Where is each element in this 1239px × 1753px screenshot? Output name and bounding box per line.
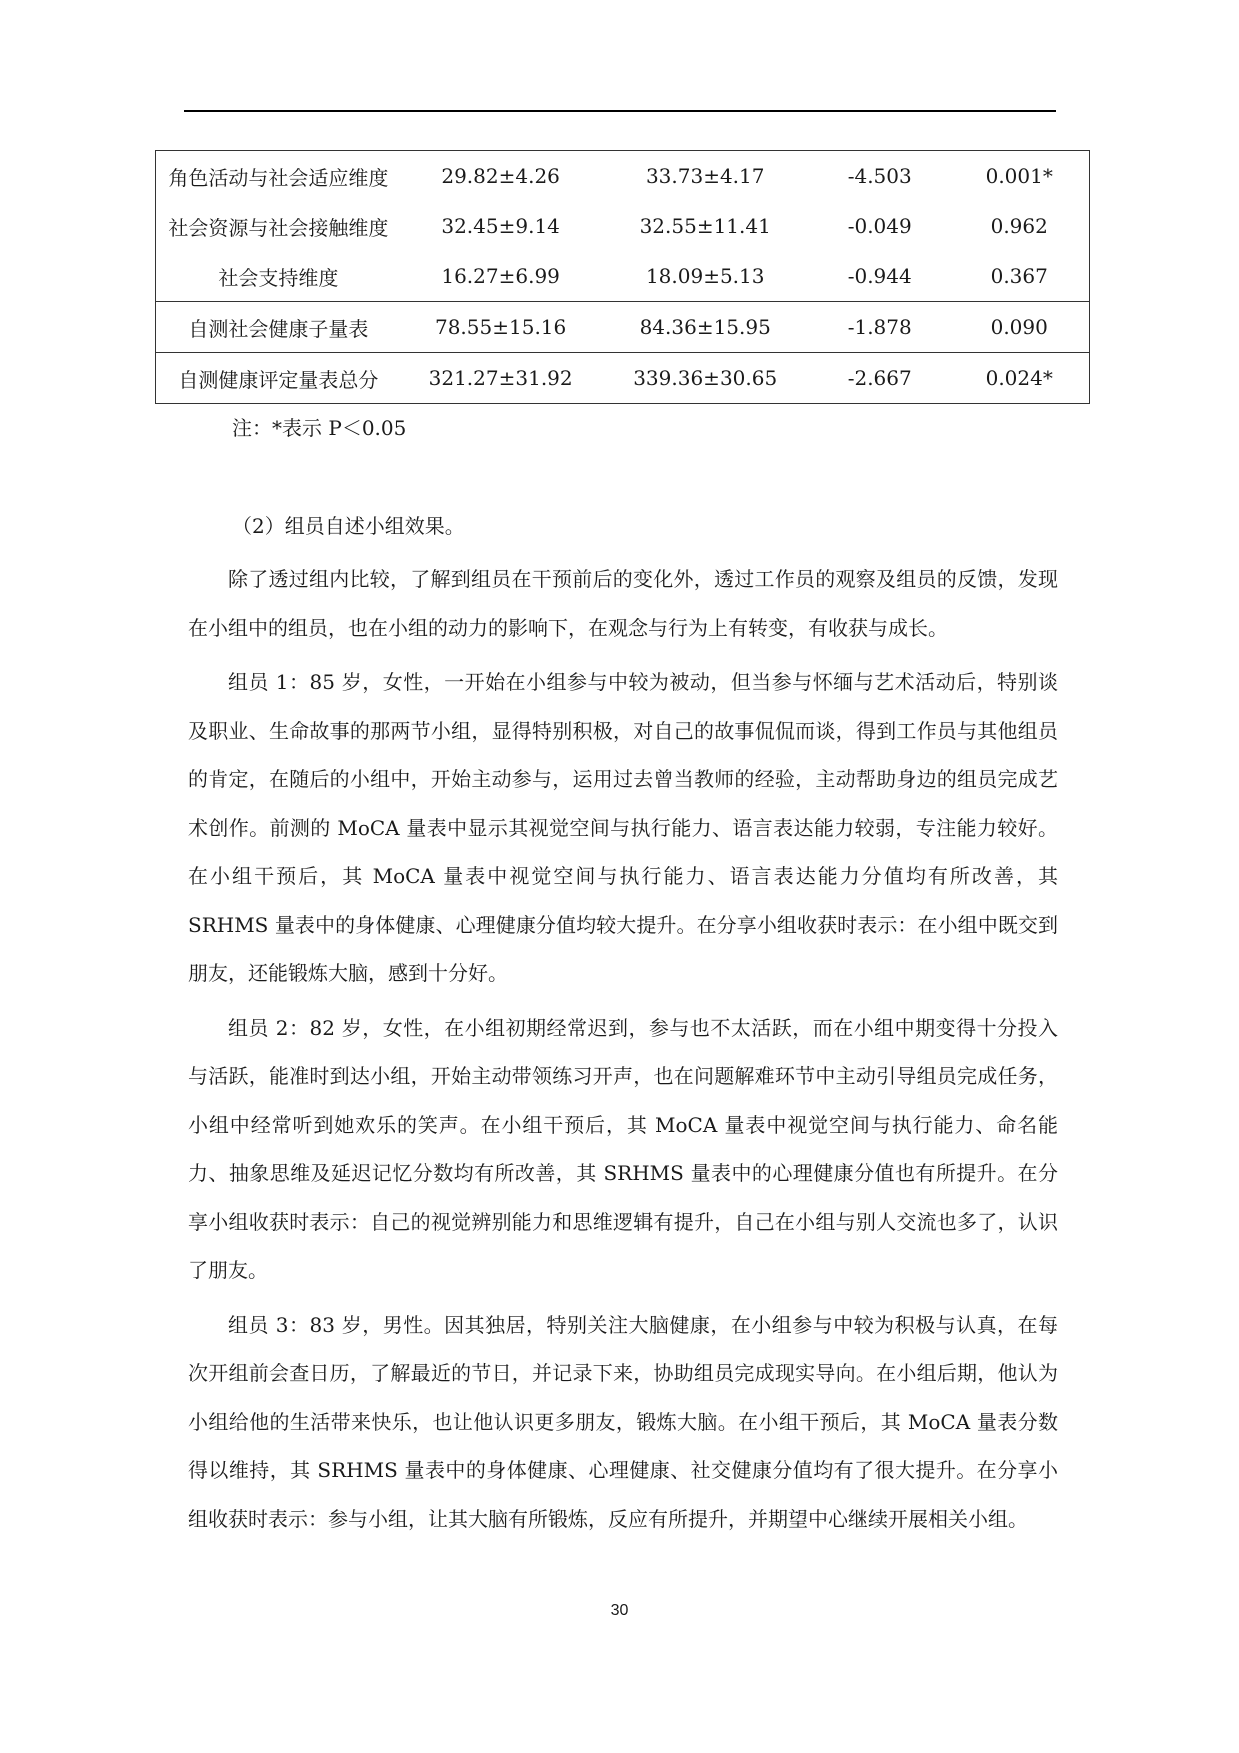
paragraph: 组员 3：83 岁，男性。因其独居，特别关注大脑健康，在小组参与中较为积极与认真，在每次开组前会查日历，了解最近的节日，并记录下来，协助组员完成现实导向。在小组后期，他认为小组给他的生活带来快乐，也让他认识更多朋友，锻炼大脑。在小组干预后，其 MoCA 量表分数得以维持，其 SRHMS 量表中的身体健康、心理健康、社交健康分值均有了很大提升。在分享小组收获时表示：参与小组，让其大脑有所锻炼，反应有所提升，并期望中心继续开展相关小组。 [188,1312,1058,1531]
posttest-value-cell: 84.36±15.95 [600,302,810,353]
paragraph: 除了透过组内比较，了解到组员在干预前后的变化外，透过工作员的观察及组员的反馈，发现在小组中的组员，也在小组的动力的影响下，在观念与行为上有转变，有收获与成长。 [188,567,1058,640]
paragraph: 组员 2：82 岁，女性，在小组初期经常迟到，参与也不太活跃，而在小组中期变得十分投入与活跃，能准时到达小组，开始主动带领练习开声，也在问题解难环节中主动引导组员完成任务，小组中经常听到她欢乐的笑声。在小组干预后，其 MoCA 量表中视觉空间与执行能力、命名能力、抽象思维及延迟记忆分数均有所改善，其 SRHMS 量表中的心理健康分值也有所提升。在分享小组收获时表示：自己的视觉辨别能力和思维逻辑有提升，自己在小组与别人交流也多了，认识了朋友。 [188,1015,1058,1282]
dimension-name-cell: 社会资源与社会接触维度 [168,215,389,240]
header-rule [184,110,1056,112]
paragraph: 组员 1：85 岁，女性，一开始在小组参与中较为被动，但当参与怀缅与艺术活动后，特别谈及职业、生命故事的那两节小组，显得特别积极，对自己的故事侃侃而谈，得到工作员与其他组员的肯定，在随后的小组中，开始主动参与，运用过去曾当教师的经验，主动帮助身边的组员完成艺术创作。前测的 MoCA 量表中显示其视觉空间与执行能力、语言表达能力较弱，专注能力较好。在小组干预后，其 MoCA 量表中视觉空间与执行能力、语言表达能力分值均有所改善，其 SRHMS 量表中的身体健康、心理健康分值均较大提升。在分享小组收获时表示：在小组中既交到朋友，还能锻炼大脑，感到十分好。 [188,670,1058,985]
table-note: 注：*表示 P＜0.05 [232,416,407,440]
posttest-value-cell: 339.36±30.65 [600,353,810,404]
posttest-value-cell: 32.55±11.41 [639,214,771,238]
pretest-value-cell: 32.45±9.14 [441,214,560,238]
table-row [156,151,1090,202]
pretest-value-cell: 321.27±31.92 [401,353,601,404]
t-value-cell: -2.667 [810,353,949,404]
dimension-name-cell: 社会支持维度 [218,265,339,290]
dimension-name-cell: 角色活动与社会适应维度 [168,165,389,190]
t-value-cell: -1.878 [810,302,949,353]
table-row [156,251,1090,302]
table-row [156,302,1090,353]
p-value-cell: 0.024* [949,353,1089,404]
pretest-value-cell: 16.27±6.99 [441,264,560,288]
body-text [188,555,1058,1549]
statistics-table [155,150,1090,404]
page-number: 30 [610,1602,629,1619]
p-value-cell: 0.962 [990,214,1048,238]
dimension-name-cell: 自测健康评定量表总分 [156,353,401,404]
posttest-value-cell: 33.73±4.17 [645,164,765,188]
p-value-cell: 0.001* [985,164,1053,188]
pretest-value-cell: 78.55±15.16 [401,302,601,353]
dimension-name-cell: 自测社会健康子量表 [156,302,401,353]
table-row [156,353,1090,404]
t-value-cell: -0.944 [847,264,912,288]
p-value-cell: 0.090 [949,302,1089,353]
t-value-cell: -0.049 [847,214,912,238]
table-row [156,201,1090,251]
t-value-cell: -4.503 [847,164,912,188]
pretest-value-cell: 29.82±4.26 [441,164,560,188]
section-heading: （2）组员自述小组效果。 [232,514,465,538]
p-value-cell: 0.367 [990,264,1048,288]
posttest-value-cell: 18.09±5.13 [645,264,765,288]
